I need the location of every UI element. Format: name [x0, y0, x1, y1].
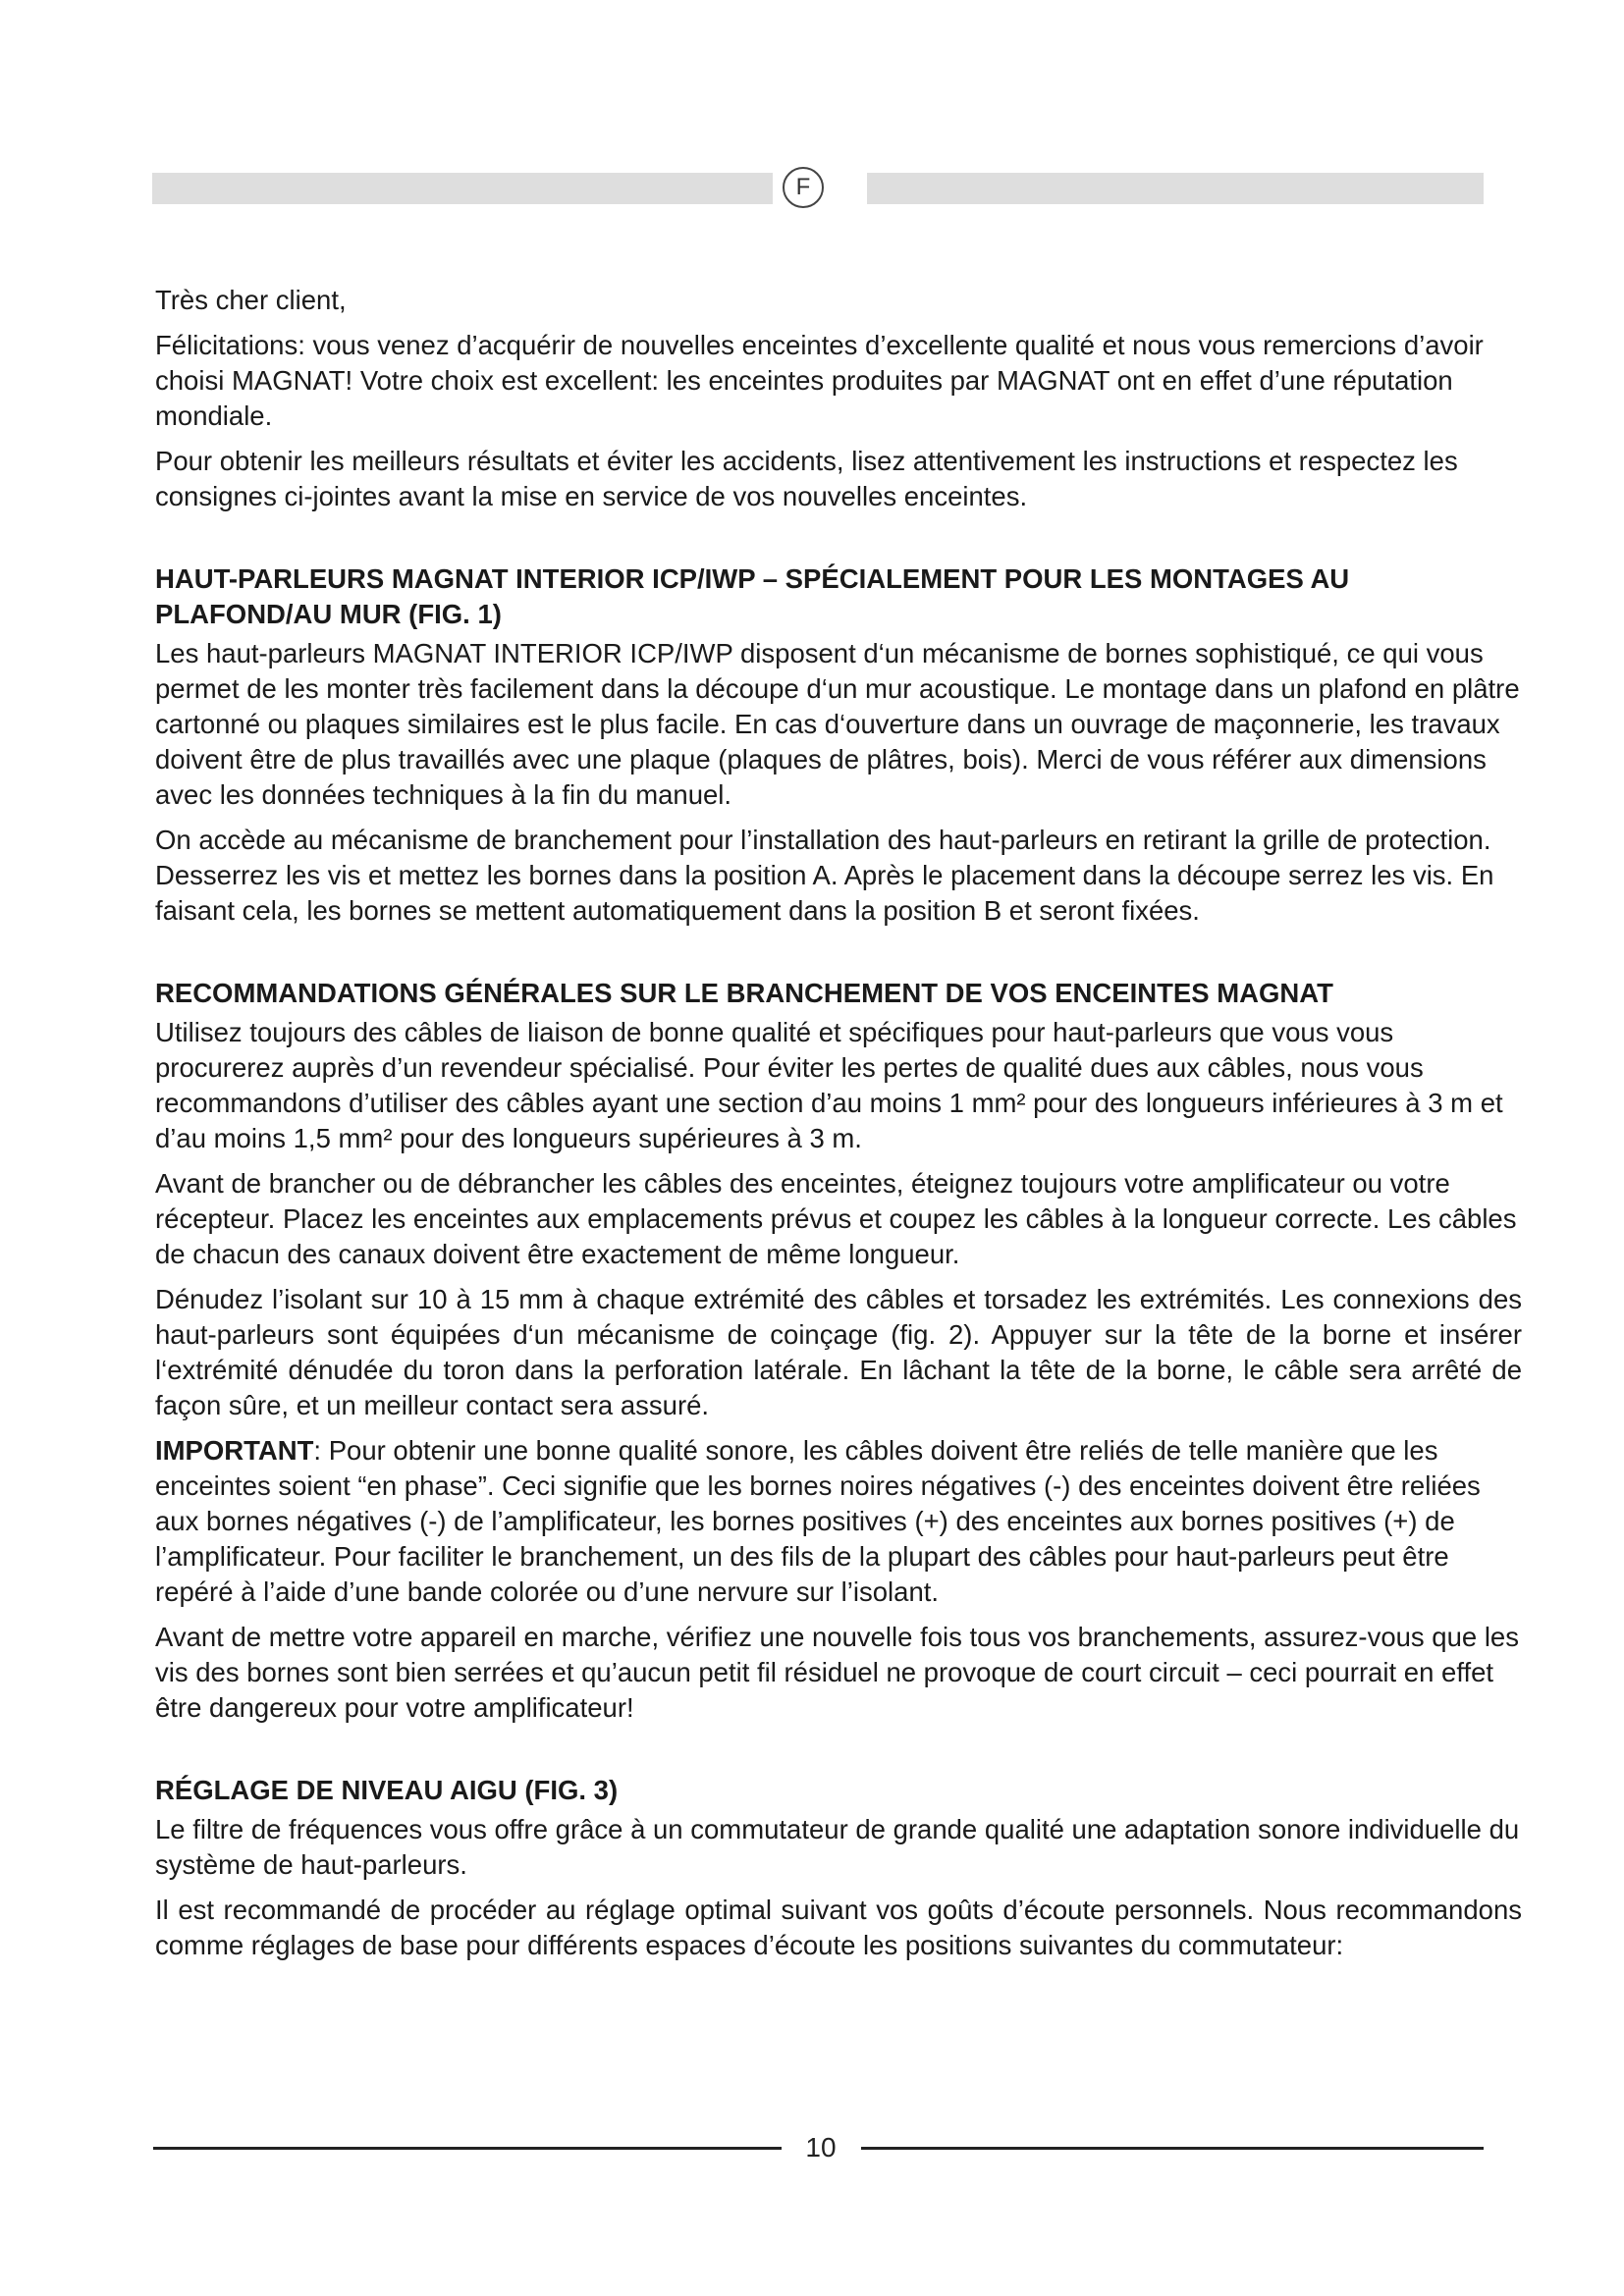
section-paragraph: Les haut-parleurs MAGNAT INTERIOR ICP/IWP disposent d‘un mécanisme de bornes sophistiqué, ce qui vous permet de les monter très facilement dans la découpe d‘un mur acoustique. Le montage dans un plafond en plâtre cartonné ou plaques similaires est le plus facile. En cas d‘ouverture dans un ouvrage de maçonnerie, les travaux doivent être de plus travaillés avec une plaque (plaques de plâtres, bois). Merci de vous référer aux dimensions avec les données techniques à la fin du manuel.	[155, 638, 1520, 810]
important-paragraph	[155, 1433, 1522, 1610]
header-bar-right	[867, 173, 1484, 204]
section-title: HAUT-PARLEURS MAGNAT INTERIOR ICP/IWP – SPÉCIALEMENT POUR LES MONTAGES AU PLAFOND/AU MUR (FIG. 1)	[155, 563, 1350, 629]
footer-rule-right	[861, 2147, 1484, 2150]
header-bar-left	[152, 173, 773, 204]
section-paragraph: Utilisez toujours des câbles de liaison de bonne qualité et spécifiques pour haut-parleurs que vous vous procurerez auprès d’un revendeur spécialisé. Pour éviter les pertes de qualité dues aux câbles, nous vous recommandons d’utiliser des câbles ayant une section d’au moins 1 mm² pour des longueurs inférieures à 3 m et d’au moins 1,5 mm² pour des longueurs supérieures à 3 m.	[155, 1017, 1503, 1153]
document-body	[155, 283, 1522, 1973]
page-number: 10	[805, 2132, 837, 2163]
section-paragraph: Il est recommandé de procéder au réglage optimal suivant vos goûts d’écoute personnels. Nous recommandons comme réglages de base pour différents espaces d’écoute les positions suivantes du commutateur:	[155, 1895, 1522, 1960]
section-connection-recommendations	[155, 976, 1522, 1726]
section-paragraph: Dénudez l’isolant sur 10 à 15 mm à chaque extrémité des câbles et torsadez les extrémités. Les connexions des haut-parleurs sont équipées d‘un mécanisme de coinçage (fig. 2). Appuyer sur la tête de la borne et insérer l‘extrémité dénudée du toron dans la perforation latérale. En lâchant la tête de la borne, le câble sera arrêté de façon sûre, et un meilleur contact sera assuré.	[155, 1284, 1522, 1420]
greeting: Très cher client,	[155, 285, 347, 315]
section-paragraph: Avant de mettre votre appareil en marche, vérifiez une nouvelle fois tous vos branchements, assurez-vous que les vis des bornes sont bien serrées et qu’aucun petit fil résiduel ne provoque de court circuit – ceci pourrait en effet être dangereux pour votre amplificateur!	[155, 1622, 1519, 1723]
footer-rule-left	[153, 2147, 782, 2150]
important-text: : Pour obtenir une bonne qualité sonore, les câbles doivent être reliés de telle manière que les enceintes soient “en phase”. Ceci signifie que les bornes noires négatives (-) des enceintes doivent être reliées aux bornes négatives (-) de l’amplificateur, les bornes positives (+) des enceintes aux bornes positives (+) de l’amplificateur. Pour faciliter le branchement, un des fils de la plupart des câbles pour haut-parleurs peut être repéré à l’aide d’une bande colorée ou d’une nervure sur l’isolant.	[155, 1435, 1481, 1607]
intro-paragraph-2: Pour obtenir les meilleurs résultats et éviter les accidents, lisez attentivement les instructions et respectez les consignes ci-jointes avant la mise en service de vos nouvelles enceintes.	[155, 446, 1458, 511]
section-title: RÉGLAGE DE NIVEAU AIGU (FIG. 3)	[155, 1775, 619, 1805]
important-label: IMPORTANT	[155, 1435, 314, 1466]
section-paragraph: Le filtre de fréquences vous offre grâce à un commutateur de grande qualité une adaptation sonore individuelle du système de haut-parleurs.	[155, 1814, 1520, 1880]
section-treble-level	[155, 1773, 1522, 1963]
language-badge	[783, 167, 824, 208]
section-paragraph: On accède au mécanisme de branchement pour l’installation des haut-parleurs en retirant la grille de protection. Desserrez les vis et mettez les bornes dans la position A. Après le placement dans la découpe serrez les vis. En faisant cela, les bornes se mettent automatiquement dans la position B et seront fixées.	[155, 825, 1494, 926]
section-title: RECOMMANDATIONS GÉNÉRALES SUR LE BRANCHEMENT DE VOS ENCEINTES MAGNAT	[155, 978, 1333, 1008]
section-ceiling-wall-mounting	[155, 561, 1522, 929]
intro-paragraph-1: Félicitations: vous venez d’acquérir de nouvelles enceintes d’excellente qualité et nous vous remercions d’avoir choisi MAGNAT! Votre choix est excellent: les enceintes produites par MAGNAT ont en effet d’une réputation mondiale.	[155, 330, 1484, 431]
section-paragraph: Avant de brancher ou de débrancher les câbles des enceintes, éteignez toujours votre amplificateur ou votre récepteur. Placez les enceintes aux emplacements prévus et coupez les câbles à la longueur correcte. Les câbles de chacun des canaux doivent être exactement de même longueur.	[155, 1168, 1517, 1269]
language-badge-label: F	[795, 174, 811, 200]
